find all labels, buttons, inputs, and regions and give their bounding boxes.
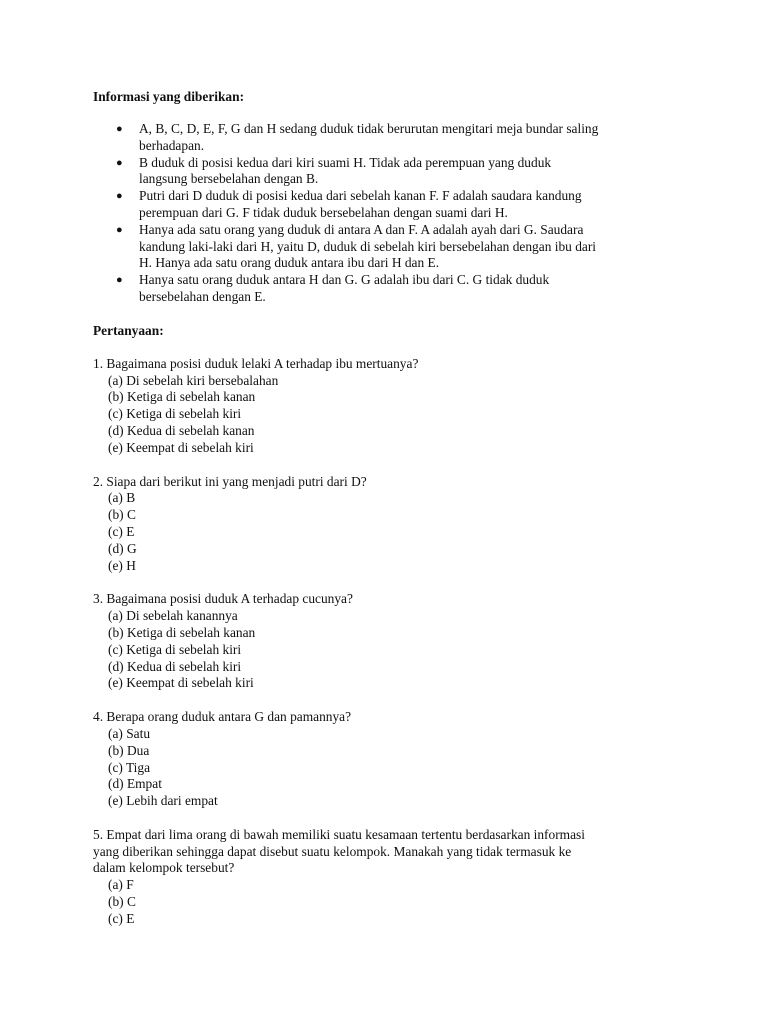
answer-option: (a) B: [108, 490, 136, 506]
info-point: [93, 155, 683, 189]
question-text-line: yang diberikan sehingga dapat disebut suatu kelompok. Manakah yang tidak termasuk ke: [93, 843, 572, 859]
questions-heading: Pertanyaan:: [93, 322, 164, 338]
answer-option: (c) Ketiga di sebelah kiri: [108, 641, 242, 657]
info-point-line: berhadapan.: [139, 137, 205, 153]
info-point-line: A, B, C, D, E, F, G dan H sedang duduk tidak berurutan mengitari meja bundar saling: [139, 121, 599, 136]
answer-option: (a) Satu: [108, 725, 151, 741]
answer-option: (a) F: [108, 877, 134, 893]
info-point-line: Putri dari D duduk di posisi kedua dari sebelah kanan F. F adalah saudara kandung: [139, 188, 582, 204]
answer-option: (c) Ketiga di sebelah kiri: [108, 406, 242, 422]
info-point-line: B duduk di posisi kedua dari kiri suami H. Tidak ada perempuan yang duduk: [139, 154, 552, 170]
info-point-line: langsung bersebelahan dengan B.: [139, 171, 319, 187]
info-point-line: bersebelahan dengan E.: [139, 288, 266, 304]
bullet-icon: ●: [116, 190, 123, 203]
answer-option: (a) Di sebelah kiri bersebalahan: [108, 372, 279, 388]
question-4: [93, 709, 683, 810]
info-list: [93, 121, 683, 306]
answer-option: (c) E: [108, 523, 135, 539]
question-1: [93, 356, 683, 457]
answer-option: (b) C: [108, 507, 136, 523]
answer-option: (e) Keempat di sebelah kiri: [108, 439, 254, 455]
info-point: [93, 188, 683, 222]
question-text: [93, 827, 683, 877]
question-2: [93, 474, 683, 575]
answer-option: (c) Tiga: [108, 759, 151, 775]
answer-option: (b) Dua: [108, 742, 150, 758]
question-text-line: 1. Bagaimana posisi duduk lelaki A terhadap ibu mertuanya?: [93, 355, 419, 371]
question-text-line: 2. Siapa dari berikut ini yang menjadi putri dari D?: [93, 473, 367, 489]
info-point: [93, 272, 683, 306]
question-3: [93, 591, 683, 692]
info-point-line: perempuan dari G. F tidak duduk bersebelahan dengan suami dari H.: [139, 204, 508, 220]
question-text-line: dalam kelompok tersebut?: [93, 860, 235, 876]
answer-option: (d) Kedua di sebelah kiri: [108, 658, 242, 674]
bullet-icon: ●: [116, 274, 123, 287]
question-text: [93, 356, 683, 373]
answer-option: (e) Lebih dari empat: [108, 793, 218, 809]
bullet-icon: ●: [116, 123, 123, 135]
answer-option: (e) Keempat di sebelah kiri: [108, 675, 254, 691]
questions-list: [93, 356, 683, 928]
answer-options: [93, 726, 683, 810]
bullet-icon: ●: [116, 223, 123, 236]
answer-options: [93, 490, 683, 574]
answer-option: (d) Kedua di sebelah kanan: [108, 422, 255, 438]
info-point-line: H. Hanya ada satu orang duduk antara ibu dari H dan E.: [139, 255, 440, 271]
answer-option: (c) E: [108, 910, 135, 926]
question-text-line: 4. Berapa orang duduk antara G dan pamannya?: [93, 709, 352, 725]
question-5: [93, 827, 683, 928]
question-text: [93, 474, 683, 491]
answer-options: [93, 373, 683, 457]
info-point-line: Hanya satu orang duduk antara H dan G. G adalah ibu dari C. G tidak duduk: [139, 272, 550, 288]
answer-option: (d) G: [108, 540, 137, 556]
answer-options: [93, 877, 683, 927]
info-point: [93, 222, 683, 272]
bullet-icon: ●: [116, 156, 123, 169]
question-text-line: 3. Bagaimana posisi duduk A terhadap cucunya?: [93, 591, 353, 607]
info-point: [93, 121, 683, 155]
answer-option: (e) H: [108, 557, 136, 573]
info-point-line: kandung laki-laki dari H, yaitu D, duduk di sebelah kiri bersebelahan dengan ibu dari: [139, 238, 597, 254]
answer-option: (b) C: [108, 894, 136, 910]
answer-option: (b) Ketiga di sebelah kanan: [108, 389, 256, 405]
info-point-line: Hanya ada satu orang yang duduk di antara A dan F. A adalah ayah dari G. Saudara: [139, 221, 584, 237]
answer-option: (b) Ketiga di sebelah kanan: [108, 624, 256, 640]
answer-option: (a) Di sebelah kanannya: [108, 608, 238, 624]
info-heading: Informasi yang diberikan:: [93, 89, 245, 104]
question-text-line: 5. Empat dari lima orang di bawah memiliki suatu kesamaan tertentu berdasarkan informasi: [93, 826, 585, 842]
answer-option: (d) Empat: [108, 776, 162, 792]
answer-options: [93, 608, 683, 692]
question-text: [93, 591, 683, 608]
question-text: [93, 709, 683, 726]
document-page: [93, 88, 683, 928]
